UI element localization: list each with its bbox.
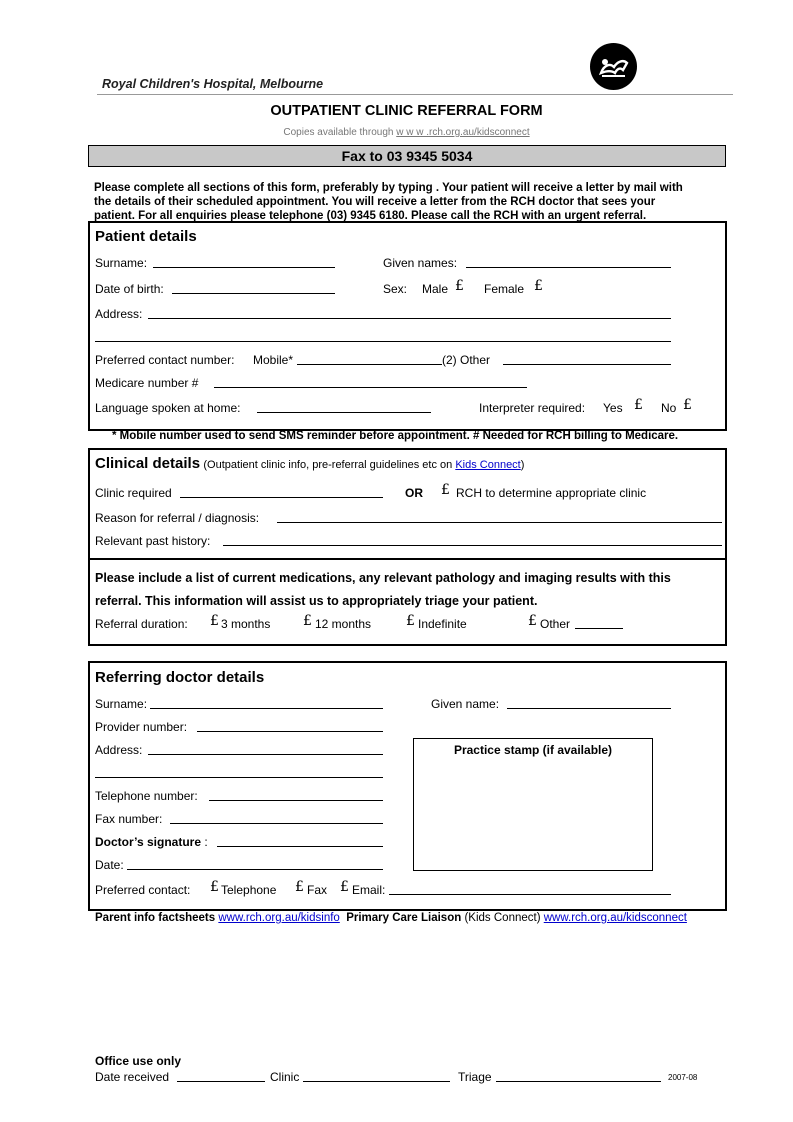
provider-number-label: Provider number: [95,720,188,734]
patient-medicare-label: Medicare number # [95,376,199,390]
clinical-section-title: Clinical details [95,455,201,472]
patient-sex-label: Sex: [383,282,408,296]
rch-logo-icon [590,43,637,90]
patient-address-field-2[interactable] [95,341,671,342]
referral-duration-label: Referral duration: [95,617,188,631]
contact-email-checkbox[interactable]: £ [340,879,349,895]
patient-contact-label: Preferred contact number: [95,353,235,367]
doctor-signature-colon: : [204,835,208,849]
preferred-contact-label: Preferred contact: [95,883,191,897]
duration-other-field[interactable] [575,628,623,629]
copies-text: Copies available through [283,127,394,138]
patient-section-title: Patient details [95,228,197,245]
date-received-label: Date received [95,1070,170,1084]
duration-12-months-label: 12 months [315,617,372,631]
patient-given-names-field[interactable] [466,267,671,268]
date-received-field[interactable] [177,1081,265,1082]
contact-email-label: Email: [352,883,386,897]
intro-line-1: Please complete all sections of this form, preferably by typing . Your patient will receive a letter by mail with [94,182,683,194]
form-title: OUTPATIENT CLINIC REFERRAL FORM [270,103,543,119]
patient-language-label: Language spoken at home: [95,401,241,415]
clinic-required-label: Clinic required [95,486,172,500]
duration-12-months-checkbox[interactable]: £ [303,613,312,629]
hospital-name: Royal Children's Hospital, Melbourne [102,77,324,91]
doctor-surname-field[interactable] [150,708,383,709]
patient-interpreter-yes-checkbox[interactable]: £ [634,397,643,413]
rch-determine-checkbox[interactable]: £ [441,482,450,498]
practice-stamp-label: Practice stamp (if available) [453,743,613,757]
office-clinic-label: Clinic [270,1070,300,1084]
patient-sex-male-checkbox[interactable]: £ [455,278,464,294]
duration-other-label: Other [540,617,571,631]
patient-address-field-1[interactable] [148,318,671,319]
patient-given-names-label: Given names: [383,256,458,270]
liaison-note: (Kids Connect) [464,912,541,924]
clinic-or-label: OR [405,486,423,500]
doctor-given-name-field[interactable] [507,708,671,709]
patient-interpreter-no-label: No [661,401,677,415]
factsheets-link[interactable]: www.rch.org.au/kidsinfo [218,912,340,924]
duration-3-months-checkbox[interactable]: £ [210,613,219,629]
referral-reason-field[interactable] [277,522,722,523]
doctor-date-label: Date: [95,858,124,872]
patient-medicare-field[interactable] [214,387,527,388]
form-version: 2007-08 [668,1073,698,1082]
duration-indefinite-checkbox[interactable]: £ [406,613,415,629]
medications-text [95,567,671,613]
patient-interpreter-yes-label: Yes [603,401,623,415]
patient-interpreter-label: Interpreter required: [479,401,586,415]
contact-email-field[interactable] [389,894,671,895]
doctor-date-field[interactable] [127,869,383,870]
clinical-note-post: ) [520,459,525,471]
doctor-given-name-label: Given name: [431,697,500,711]
duration-other-checkbox[interactable]: £ [528,613,537,629]
patient-sex-female-label: Female [484,282,525,296]
doctor-signature-field[interactable] [217,846,383,847]
rch-determine-label: RCH to determine appropriate clinic [456,486,647,500]
doctor-address-label: Address: [95,743,143,757]
patient-language-field[interactable] [257,412,431,413]
doctor-address-field-2[interactable] [95,777,383,778]
patient-footnote: * Mobile number used to send SMS reminder before appointment. # Needed for RCH billing to Medicare. [112,430,679,442]
duration-indefinite-label: Indefinite [418,617,467,631]
doctor-telephone-label: Telephone number: [95,789,198,803]
patient-surname-field[interactable] [153,267,335,268]
contact-fax-checkbox[interactable]: £ [295,879,304,895]
patient-sex-female-checkbox[interactable]: £ [534,278,543,294]
header-rule [97,94,733,95]
patient-mobile-field[interactable] [297,364,442,365]
liaison-label: Primary Care Liaison [346,912,462,924]
office-triage-field[interactable] [496,1081,661,1082]
patient-other-label: (2) Other [442,353,491,367]
patient-address-label: Address: [95,307,143,321]
medications-line-1: Please include a list of current medications, any relevant pathology and imaging results with this [95,571,671,585]
doctor-section-title: Referring doctor details [95,669,265,686]
patient-interpreter-no-checkbox[interactable]: £ [683,397,692,413]
provider-number-field[interactable] [197,731,383,732]
footer-links [95,912,687,924]
doctor-signature-row [95,835,208,849]
doctor-fax-field[interactable] [170,823,383,824]
past-history-label: Relevant past history: [95,534,211,548]
intro-line-3: patient. For all enquiries please telephone (03) 9345 6180. Please call the RCH with an urgent referral. [94,210,647,222]
contact-telephone-checkbox[interactable]: £ [210,879,219,895]
liaison-link[interactable]: www.rch.org.au/kidsconnect [543,912,687,924]
patient-details-section [88,221,727,431]
contact-telephone-label: Telephone [221,883,277,897]
contact-fax-label: Fax [307,883,328,897]
medications-line-2: referral. This information will assist us to appropriately triage your patient. [95,594,538,608]
doctor-address-field-1[interactable] [148,754,383,755]
kids-connect-link[interactable]: Kids Connect [455,459,521,471]
intro-text [94,181,683,223]
office-clinic-field[interactable] [303,1081,450,1082]
clinical-title-row [95,455,524,472]
duration-3-months-label: 3 months [221,617,271,631]
past-history-field[interactable] [223,545,722,546]
practice-stamp-box[interactable] [413,738,653,871]
patient-mobile-label: Mobile* [253,353,294,367]
copies-line [0,127,793,138]
clinical-note-pre: (Outpatient clinic info, pre-referral guidelines etc on [203,459,453,471]
referral-reason-label: Reason for referral / diagnosis: [95,511,260,525]
patient-other-field[interactable] [503,364,671,365]
doctor-fax-label: Fax number: [95,812,163,826]
patient-sex-male-label: Male [422,282,449,296]
patient-dob-field[interactable] [172,293,335,294]
clinic-required-field[interactable] [180,497,383,498]
doctor-surname-label: Surname: [95,697,148,711]
copies-link[interactable]: w w w .rch.org.au/kidsconnect [396,127,530,138]
doctor-signature-label: Doctor’s signature [95,835,202,849]
office-use-title: Office use only [95,1054,182,1068]
fax-banner: Fax to 03 9345 5034 [88,145,726,167]
office-triage-label: Triage [458,1070,492,1084]
patient-surname-label: Surname: [95,256,148,270]
factsheets-label: Parent info factsheets [95,912,216,924]
intro-line-2: the details of their scheduled appointment. You will receive a letter from the RCH doctor that sees your [94,196,656,208]
patient-dob-label: Date of birth: [95,282,164,296]
doctor-telephone-field[interactable] [209,800,383,801]
clinical-note [203,459,524,471]
